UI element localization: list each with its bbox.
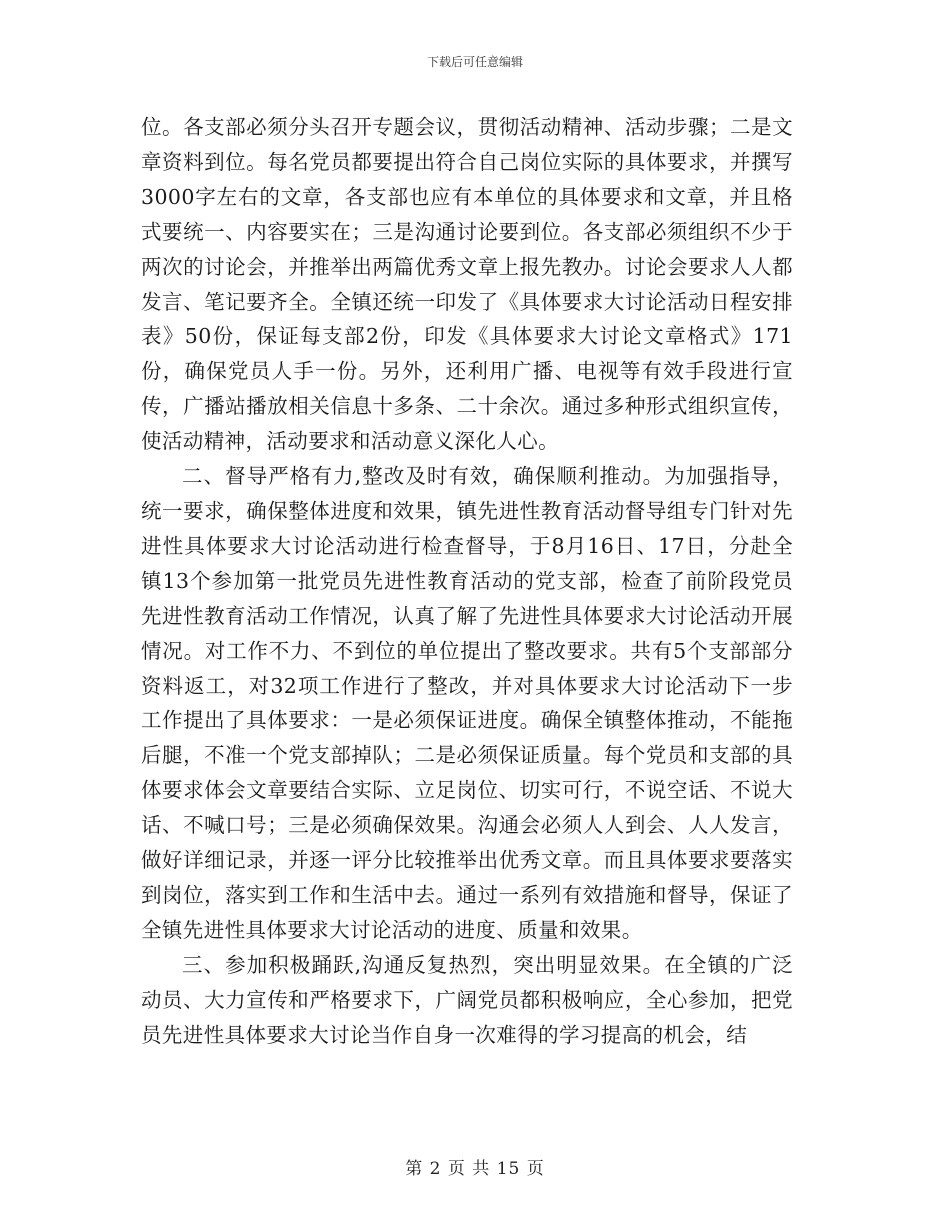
paragraph-3: 三、参加积极踊跃,沟通反复热烈，突出明显效果。在全镇的广泛动员、大力宣传和严格要求下，广阔党员都积极响应，全心参加，把党员先进性具体要求大讨论当作自身一次难得的学习提高的机会，结 — [141, 952, 793, 1047]
paragraph-1: 位。各支部必须分头召开专题会议，贯彻活动精神、活动步骤；二是文章资料到位。每名党员都要提出符合自己岗位实际的具体要求，并撰写3000字左右的文章，各支部也应有本单位的具体要求和文章，并且格式要统一、内容要实在；三是沟通讨论要到位。各支部必须组织不少于两次的讨论会，并推举出两篇优秀文章上报先教办。讨论会要求人人都发言、笔记要齐全。全镇还统一印发了《具体要求大讨论活动日程安排表》50份，保证每支部2份，印发《具体要求大讨论文章格式》171份，确保党员人手一份。另外，还利用广播、电视等有效手段进行宣传，广播站播放相关信息十多条、二十余次。通过多种形式组织宣传，使活动精神，活动要求和活动意义深化人心。 — [141, 115, 793, 454]
page-number-footer: 第 2 页 共 15 页 — [405, 1159, 545, 1179]
paragraph-2: 二、督导严格有力,整改及时有效，确保顺利推动。为加强指导，统一要求，确保整体进度和效果，镇先进性教育活动督导组专门针对先进性具体要求大讨论活动进行检查督导，于8月16日、17日，分赴全镇13个参加第一批党员先进性教育活动的党支部，检查了前阶段党员先进性教育活动工作情况，认真了解了先进性具体要求大讨论活动开展情况。对工作不力、不到位的单位提出了整改要求。共有5个支部部分资料返工，对32项工作进行了整改，并对具体要求大讨论活动下一步工作提出了具体要求：一是必须保证进度。确保全镇整体推动，不能拖后腿，不准一个党支部掉队；二是必须保证质量。每个党员和支部的具体要求体会文章要结合实际、立足岗位、切实可行，不说空话、不说大话、不喊口号；三是必须确保效果。沟通会必须人人到会、人人发言，做好详细记录，并逐一评分比较推举出优秀文章。而且具体要求要落实到岗位，落实到工作和生活中去。通过一系列有效措施和督导，保证了全镇先进性具体要求大讨论活动的进度、质量和效果。 — [141, 464, 793, 942]
document-body — [141, 110, 793, 1052]
page-header-note: 下载后可任意编辑 — [426, 55, 523, 69]
